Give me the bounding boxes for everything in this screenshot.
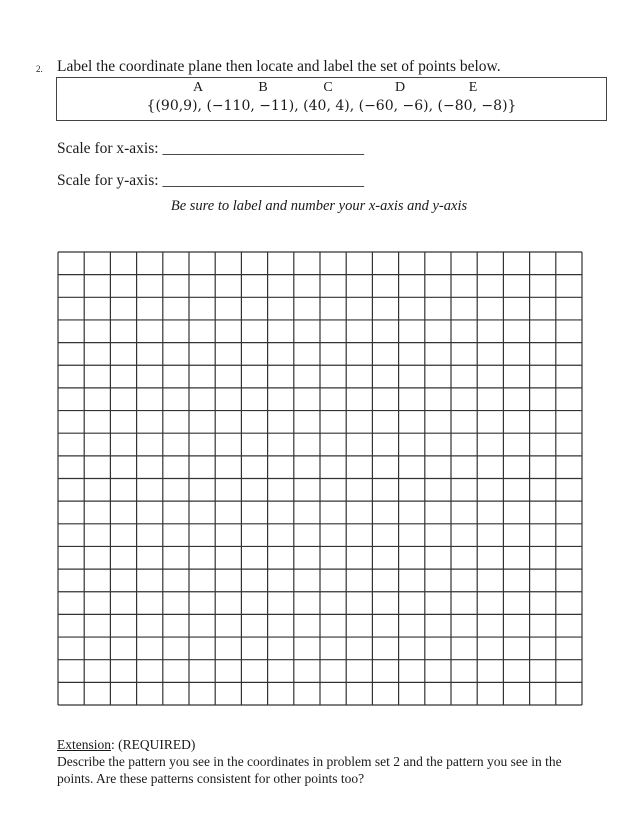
point-letter-e: E — [468, 80, 478, 95]
extension-required: : (REQUIRED) — [111, 737, 196, 752]
axis-label-note: Be sure to label and number your x-axis and y-axis — [170, 198, 468, 214]
extension-body: Describe the pattern you see in the coordinates in problem set 2 and the pattern you see in the points. Are these patterns consistent for other points too? — [57, 754, 562, 786]
x-axis-scale-line — [57, 140, 364, 158]
y-axis-scale-blank[interactable]: __________________________ — [162, 172, 364, 189]
point-letter-b: B — [258, 80, 268, 95]
extension-heading-line — [57, 737, 195, 753]
y-axis-scale-line — [57, 172, 364, 190]
coordinate-grid[interactable] — [57, 251, 583, 706]
point-letter-c: C — [323, 80, 333, 95]
point-letter-d: D — [394, 80, 406, 95]
x-axis-scale-label: Scale for x-axis: — [57, 140, 163, 157]
problem-instruction: Label the coordinate plane then locate and label the set of points below. — [57, 58, 501, 75]
problem-number: 2. — [36, 64, 43, 74]
point-set: {(90,9), (−110, −11), (40, 4), (−60, −6), (−80, −8)} — [146, 98, 517, 114]
y-axis-scale-label: Scale for y-axis: — [57, 172, 163, 189]
extension-heading: Extension — [57, 737, 111, 752]
x-axis-scale-blank[interactable]: __________________________ — [162, 140, 364, 157]
point-letter-a: A — [192, 80, 204, 95]
